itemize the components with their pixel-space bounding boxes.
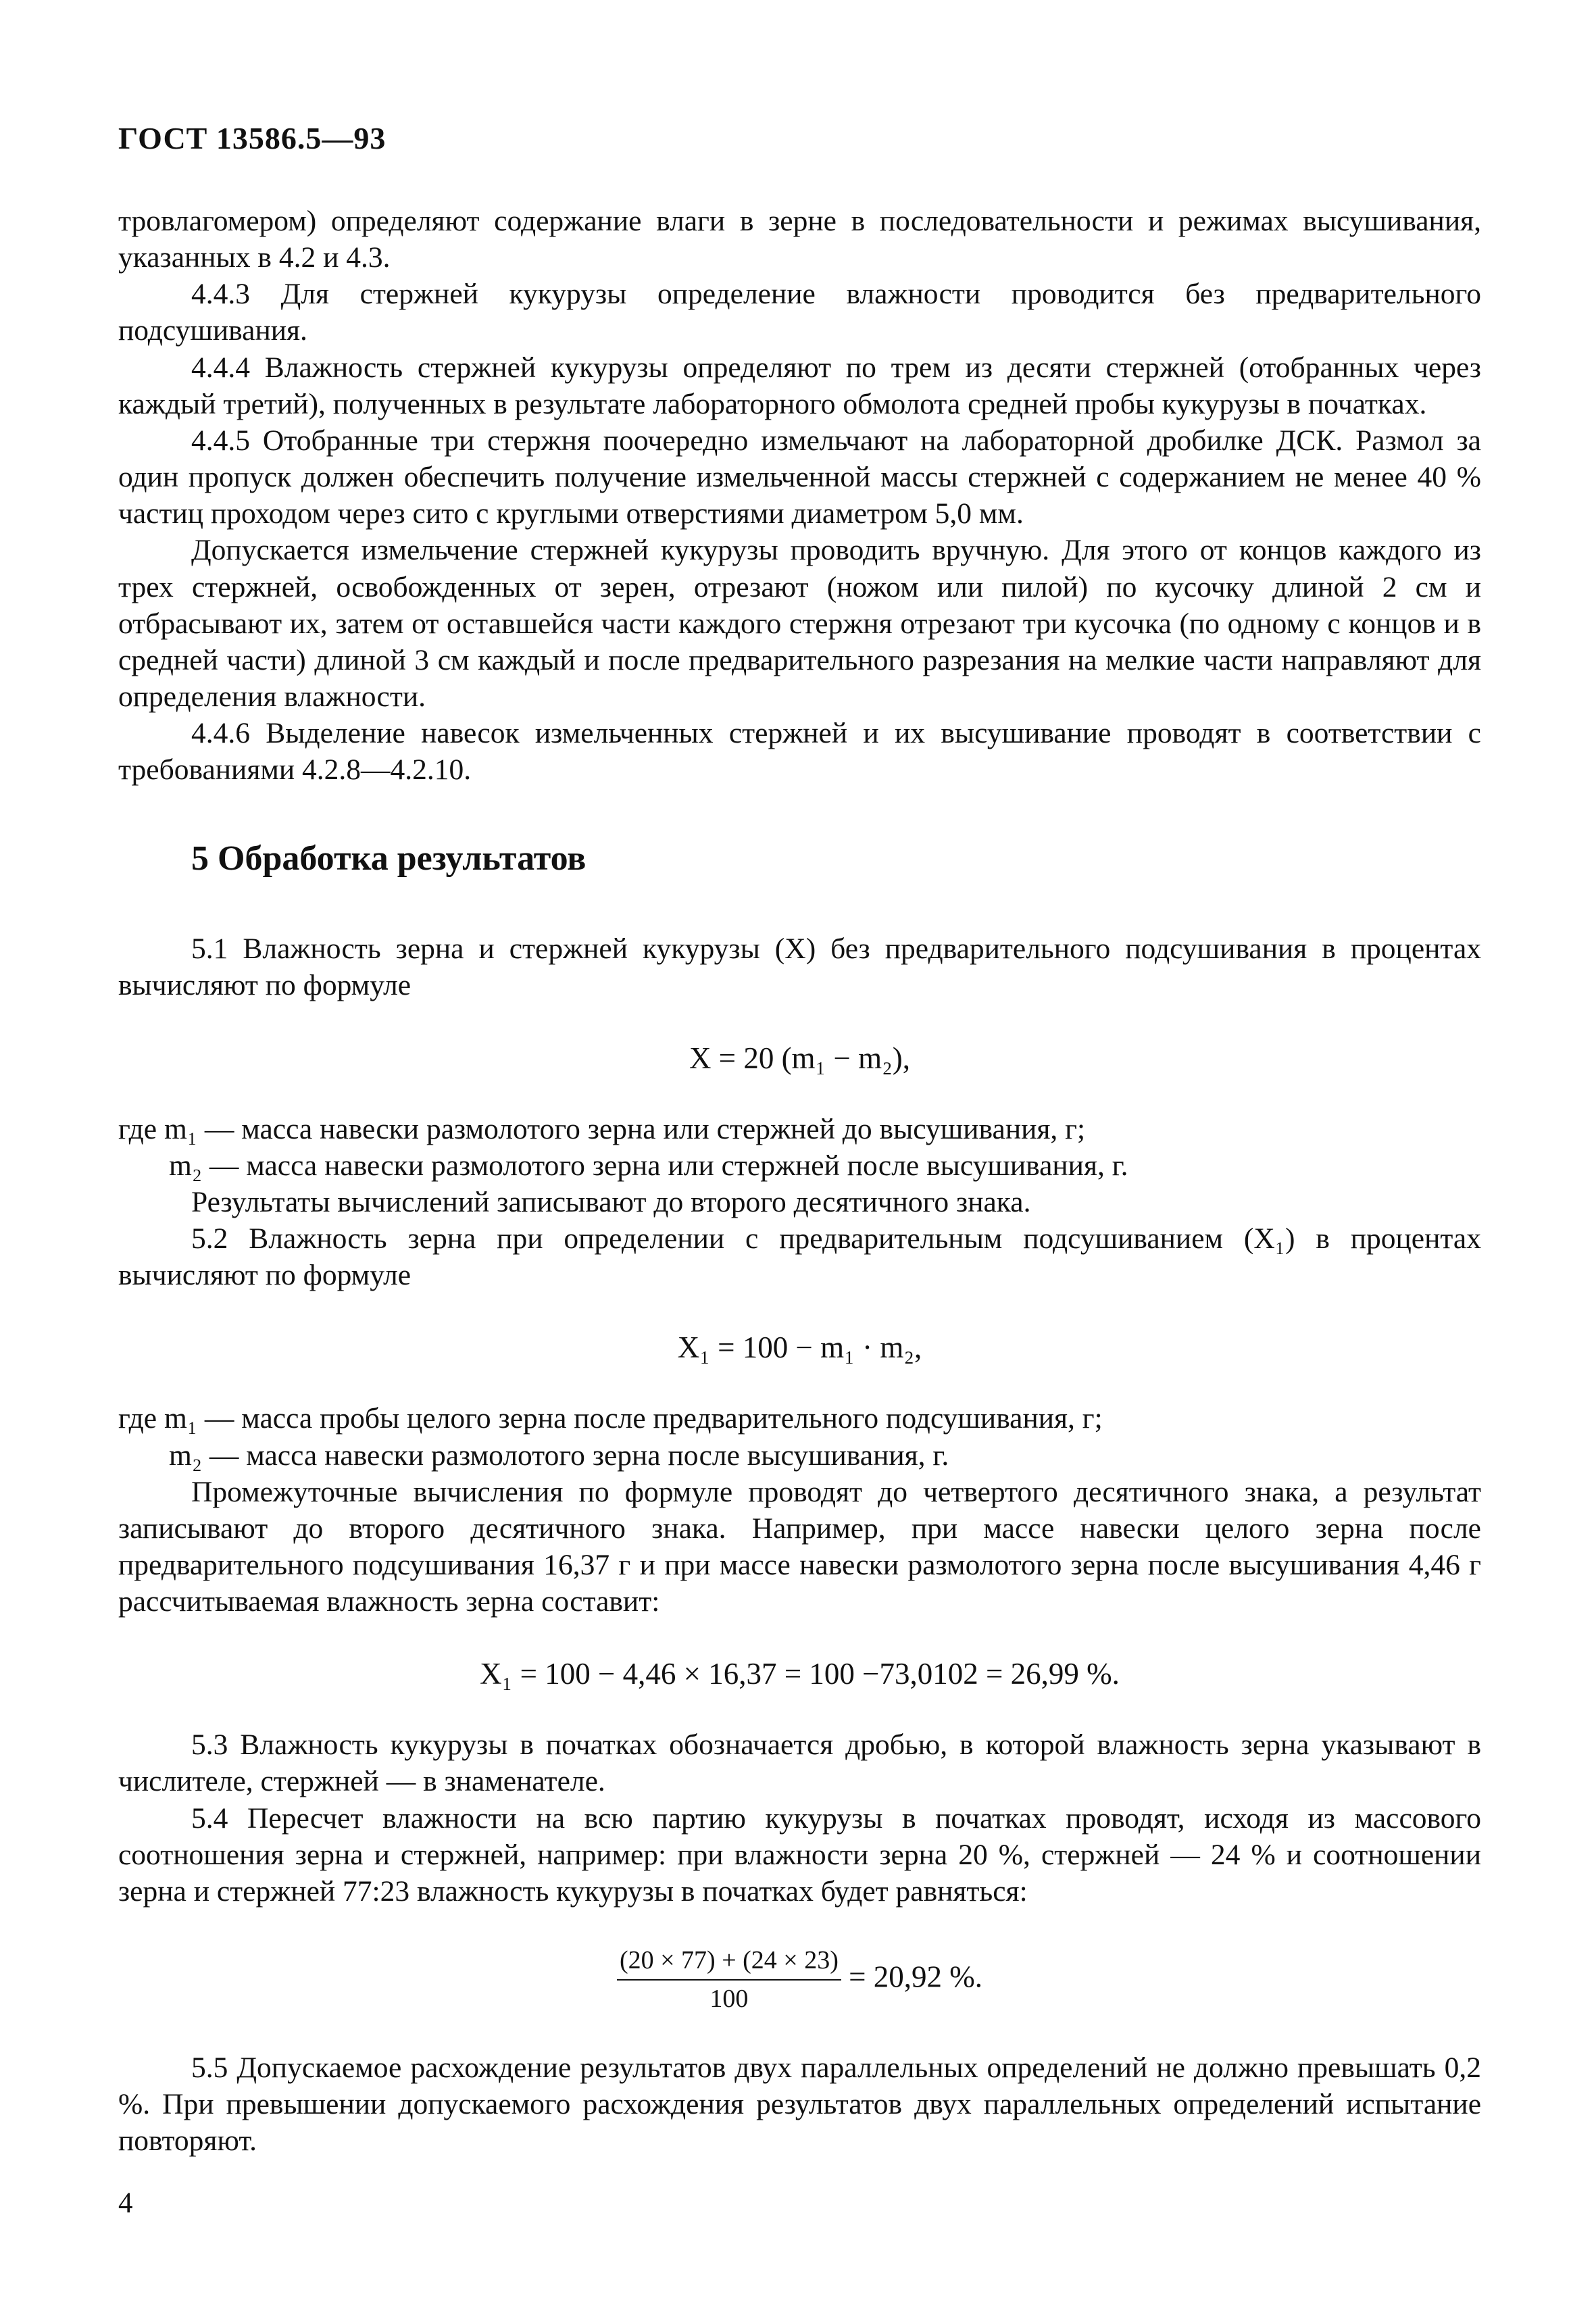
fraction-denominator: 100 — [709, 1985, 749, 2014]
paragraph-5-2: 5.2 Влажность зерна при определении с предварительным подсушиванием (X₁) в процентах вычисляют по формуле — [118, 1222, 1481, 1292]
where-m2-first: m₂ — масса навески размолотого зерна или стержней после высушивания, г. — [169, 1149, 1128, 1182]
fraction-result: = 20,92 %. — [849, 1960, 983, 1994]
formula-x1-example: X₁ = 100 − 4,46 × 16,37 = 100 −73,0102 = 26,99 %. — [480, 1657, 1120, 1691]
formula-ratio — [118, 1945, 1481, 2016]
paragraph-5-3: 5.3 Влажность кукурузы в початках обозначается дробью, в которой влажность зерна указывают в числителе, стержней — в знаменателе. — [118, 1728, 1481, 1798]
formula-x1: X₁ = 100 − m₁ · m₂, — [677, 1330, 922, 1365]
paragraph-4-4-6: 4.4.6 Выделение навесок измельченных стержней и их высушивание проводят в соответствии с требованиями 4.2.8—4.2.10. — [118, 717, 1481, 787]
document-body — [118, 203, 1481, 2159]
paragraph-4-4-5: 4.4.5 Отобранные три стержня поочередно измельчают на лабораторной дробилке ДСК. Размол за один пропуск должен обеспечить получение измельченной массы стержней с содержанием не менее 40 % частиц проходом через сито с круглыми отверстиями диаметром 5,0 мм. — [118, 424, 1481, 530]
paragraph-4-4-4: 4.4.4 Влажность стержней кукурузы определяют по трем из десяти стержней (отобранных через каждый третий), полученных в результате лабораторного обмолота средней пробы кукурузы в початках. — [118, 351, 1481, 420]
document-header: ГОСТ 13586.5—93 — [118, 121, 386, 155]
page-number: 4 — [118, 2187, 133, 2219]
paragraph-5-4: 5.4 Пересчет влажности на всю партию кукурузы в початках проводят, исходя из массового соотношения зерна и стержней, например: при влажности зерна 20 %, стержней — 24 % и соотношении зерна и стержней 77:23 влажность кукурузы в початках будет равняться: — [118, 1801, 1481, 1908]
paragraph-5-5: 5.5 Допускаемое расхождение результатов двух параллельных определений не должно превышать 0,2 %. При превышении допускаемого расхождения результатов двух параллельных определений испытание повторяют. — [118, 2051, 1481, 2157]
formula-x: X = 20 (m₁ − m₂), — [689, 1041, 911, 1075]
paragraph-manual-grinding: Допускается измельчение стержней кукурузы проводить вручную. Для этого от концов каждого из трех стержней, освобожденных от зерен, отрезают (ножом или пилой) по кусочку длиной 2 см и отбрасывают их, затем от оставшейся части каждого стержня отрезают три кусочка (по одному с концов и в средней части) длиной 3 см каждый и после предварительного разрезания на мелкие части направляют для определения влажности. — [118, 534, 1481, 714]
paragraph-4-4-3: 4.4.3 Для стержней кукурузы определение влажности проводится без предварительного подсушивания. — [118, 278, 1481, 347]
where-m1-first: где m₁ — масса навески размолотого зерна или стержней до высушивания, г; — [118, 1112, 1086, 1145]
where-m1-second: где m₁ — масса пробы целого зерна после предварительного подсушивания, г; — [118, 1402, 1103, 1435]
paragraph-results-precision: Результаты вычислений записывают до второго десятичного знака. — [191, 1185, 1031, 1218]
where-m2-second: m₂ — масса навески размолотого зерна после высушивания, г. — [169, 1439, 949, 1472]
fraction-numerator: (20 × 77) + (24 × 23) — [617, 1945, 841, 1981]
paragraph-intermediate-calc: Промежуточные вычисления по формуле проводят до четвертого десятичного знака, а результат записывают до второго десятичного знака. Например, при массе навески целого зерна после предварительного подсушивания 16,37 г и при массе навески размолотого зерна после высушивания 4,46 г рассчитываемая влажность зерна составит: — [118, 1475, 1481, 1618]
paragraph-5-1: 5.1 Влажность зерна и стержней кукурузы (X) без предварительного подсушивания в процентах вычисляют по формуле — [118, 932, 1481, 1002]
section-title: 5 Обработка результатов — [191, 839, 587, 878]
fraction — [617, 1945, 841, 2016]
paragraph-continuation: тровлагомером) определяют содержание влаги в зерне в последовательности и режимах высушивания, указанных в 4.2 и 4.3. — [118, 205, 1481, 274]
